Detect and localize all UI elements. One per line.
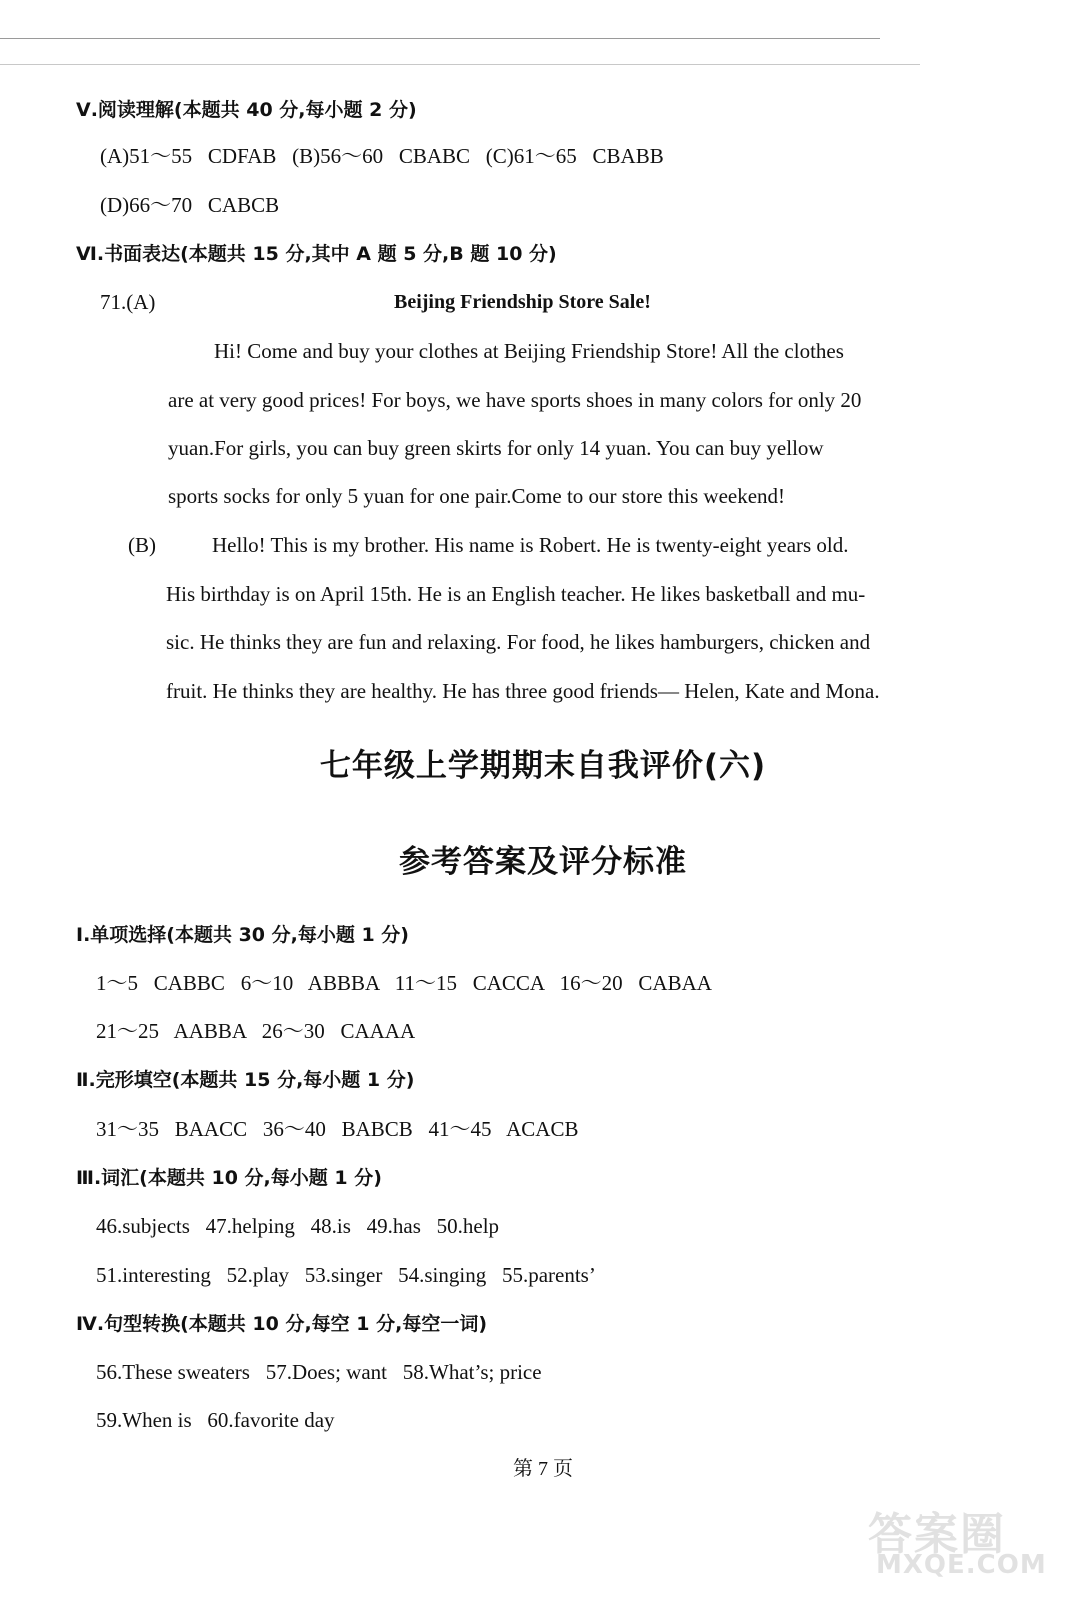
main-title: 七年级上学期期末自我评价(六) — [319, 748, 767, 784]
part4-answers-line2: 59.When is 60.favorite day — [96, 1408, 335, 1432]
section5-heading: Ⅴ.阅读理解(本题共 40 分,每小题 2 分) — [76, 99, 417, 121]
page-number: 第 7 页 — [513, 1458, 573, 1480]
passage-b-line: sic. He thinks they are fun and relaxing. For food, he likes hamburgers, chicken and — [166, 630, 871, 654]
passage-b-line: fruit. He thinks they are healthy. He has three good friends— Helen, Kate and Mona. — [166, 679, 880, 703]
passage-a-line: are at very good prices! For boys, we have sports shoes in many colors for only 20 — [168, 388, 862, 412]
question71-a-label: 71.(A) — [100, 290, 156, 314]
part2-heading: Ⅱ.完形填空(本题共 15 分,每小题 1 分) — [76, 1069, 415, 1091]
part1-answers-line2: 21～25 AABBA 26～30 CAAAA — [96, 1019, 416, 1043]
part2-answers-line1: 31～35 BAACC 36～40 BABCB 41～45 ACACB — [96, 1117, 579, 1141]
passage-a-line: yuan.For girls, you can buy green skirts for only 14 yuan. You can buy yellow — [168, 436, 824, 460]
top-rule-2 — [0, 64, 920, 65]
part4-heading: Ⅳ.句型转换(本题共 10 分,每空 1 分,每空一词) — [76, 1313, 488, 1335]
passage-a-line: sports socks for only 5 yuan for one pair.Come to our store this weekend! — [168, 484, 786, 508]
top-rule — [0, 38, 880, 39]
passage-b-line: Hello! This is my brother. His name is Robert. He is twenty-eight years old. — [212, 533, 849, 557]
sub-title: 参考答案及评分标准 — [399, 844, 687, 880]
part4-answers-line1: 56.These sweaters 57.Does; want 58.What’s; price — [96, 1360, 542, 1384]
watermark-text-bottom: MXQE.COM — [876, 1550, 1047, 1580]
passage-b-line: His birthday is on April 15th. He is an English teacher. He likes basketball and mu- — [166, 582, 866, 606]
section5-answers-line1: (A)51～55 CDFAB (B)56～60 CBABC (C)61～65 CBABB — [100, 144, 664, 168]
part1-answers-line1: 1～5 CABBC 6～10 ABBBA 11～15 CACCA 16～20 CABAA — [96, 971, 712, 995]
passage-a-line: Hi! Come and buy your clothes at Beijing Friendship Store! All the clothes — [214, 339, 844, 363]
question71-b-label: (B) — [128, 533, 156, 557]
part3-heading: Ⅲ.词汇(本题共 10 分,每小题 1 分) — [76, 1167, 382, 1189]
part1-heading: Ⅰ.单项选择(本题共 30 分,每小题 1 分) — [76, 924, 409, 946]
notice-title: Beijing Friendship Store Sale! — [394, 291, 651, 313]
section5-answers-line2: (D)66～70 CABCB — [100, 193, 280, 217]
watermark-text-top: 答案圈 — [868, 1509, 1006, 1560]
part3-answers-line2: 51.interesting 52.play 53.singer 54.singing 55.parents’ — [96, 1263, 596, 1287]
section6-heading: Ⅵ.书面表达(本题共 15 分,其中 A 题 5 分,B 题 10 分) — [76, 243, 557, 265]
part3-answers-line1: 46.subjects 47.helping 48.is 49.has 50.help — [96, 1214, 500, 1238]
watermark-logo — [868, 1498, 1068, 1588]
